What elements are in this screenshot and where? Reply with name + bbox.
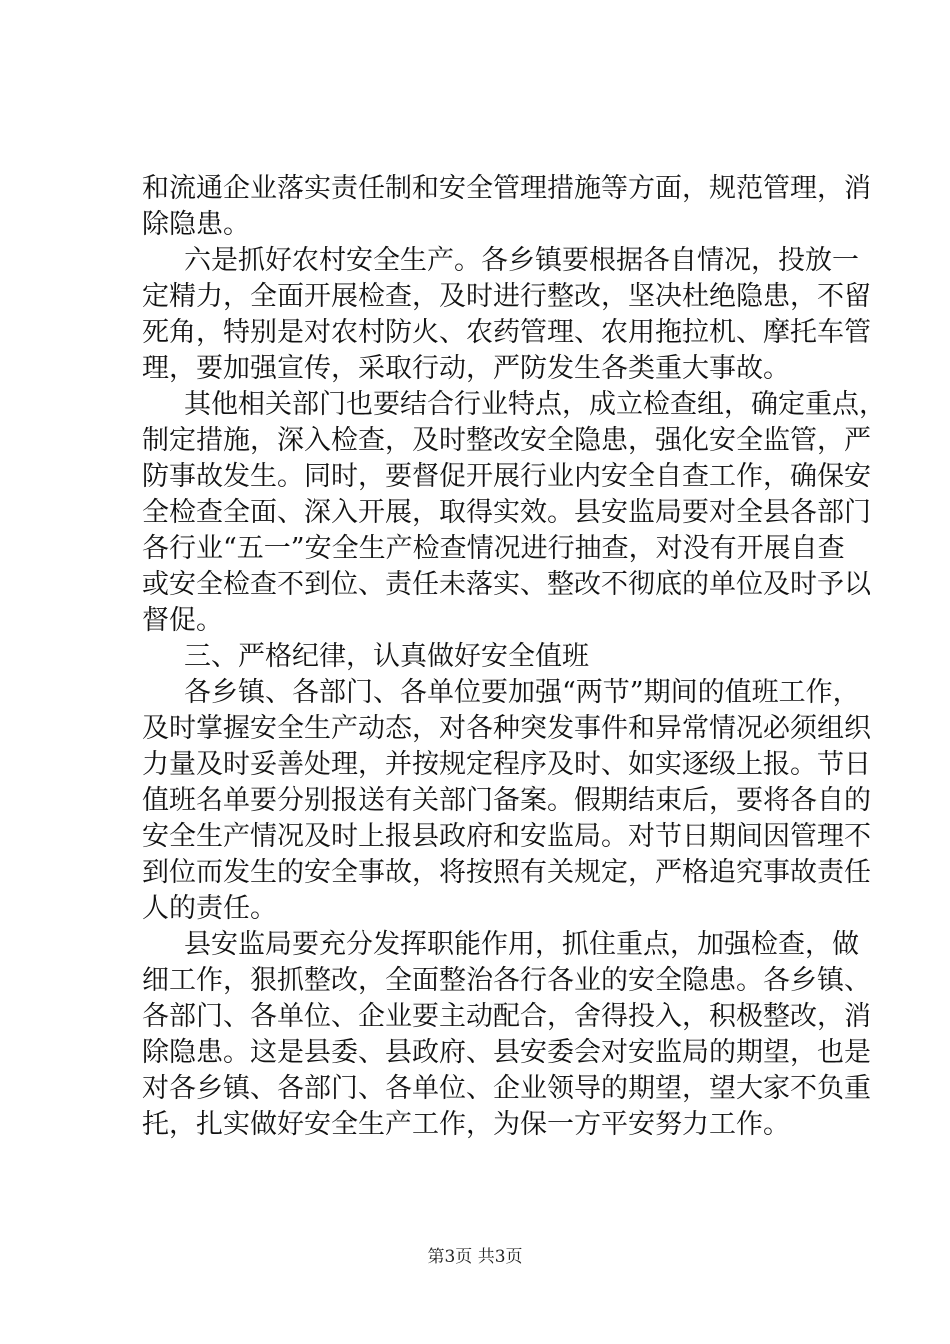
text-line: 到位而发生的安全事故，将按照有关规定，严格追究事故责任 bbox=[142, 857, 871, 888]
document-body bbox=[142, 171, 886, 1143]
text-line: 定精力，全面开展检查，及时进行整改，坚决杜绝隐患，不留 bbox=[142, 281, 871, 312]
text-line: 理，要加强宣传，采取行动，严防发生各类重大事故。 bbox=[142, 353, 790, 384]
section-heading bbox=[142, 639, 816, 675]
text-line: 死角，特别是对农村防火、农药管理、农用拖拉机、摩托车管 bbox=[142, 317, 871, 348]
text-line: 各行业“五一”安全生产检查情况进行抽查，对没有开展自查 bbox=[142, 533, 845, 564]
text-line: 人的责任。 bbox=[142, 893, 277, 924]
paragraph bbox=[142, 171, 871, 243]
text-line: 各乡镇、各部门、各单位要加强“两节”期间的值班工作， bbox=[184, 677, 860, 708]
text-line: 和流通企业落实责任制和安全管理措施等方面，规范管理，消 bbox=[142, 173, 871, 204]
text-line: 县安监局要充分发挥职能作用，抓住重点，加强检查，做 bbox=[184, 929, 859, 960]
text-line: 托，扎实做好安全生产工作，为保一方平安努力工作。 bbox=[142, 1109, 790, 1140]
text-line: 或安全检查不到位、责任未落实、整改不彻底的单位及时予以 bbox=[142, 569, 871, 600]
text-line: 六是抓好农村安全生产。各乡镇要根据各自情况，投放一 bbox=[184, 245, 859, 276]
text-line: 各部门、各单位、企业要主动配合，舍得投入，积极整改，消 bbox=[142, 1001, 871, 1032]
page-number-footer: 第3页 共3页 bbox=[427, 1247, 523, 1267]
text-line: 对各乡镇、各部门、各单位、企业领导的期望，望大家不负重 bbox=[142, 1073, 871, 1104]
paragraph bbox=[142, 243, 871, 387]
text-line: 制定措施，深入检查，及时整改安全隐患，强化安全监管，严 bbox=[142, 425, 871, 456]
text-line: 除隐患。这是县委、县政府、县安委会对安监局的期望，也是 bbox=[142, 1037, 871, 1068]
paragraph bbox=[142, 927, 871, 1143]
text-line: 督促。 bbox=[142, 605, 223, 636]
text-line: 力量及时妥善处理，并按规定程序及时、如实逐级上报。节日 bbox=[142, 749, 871, 780]
paragraph bbox=[142, 387, 886, 639]
text-line: 及时掌握安全生产动态，对各种突发事件和异常情况必须组织 bbox=[142, 713, 871, 744]
paragraph bbox=[142, 675, 871, 927]
text-line: 防事故发生。同时，要督促开展行业内安全自查工作，确保安 bbox=[142, 461, 871, 492]
text-line: 值班名单要分别报送有关部门备案。假期结束后，要将各自的 bbox=[142, 785, 871, 816]
text-line: 三、严格纪律，认真做好安全值班 bbox=[184, 641, 589, 672]
text-line: 安全生产情况及时上报县政府和安监局。对节日期间因管理不 bbox=[142, 821, 871, 852]
text-line: 除隐患。 bbox=[142, 209, 250, 240]
text-line: 全检查全面、深入开展，取得实效。县安监局要对全县各部门 bbox=[142, 497, 871, 528]
text-line: 其他相关部门也要结合行业特点，成立检查组，确定重点， bbox=[184, 389, 886, 420]
text-line: 细工作，狠抓整改，全面整治各行各业的安全隐患。各乡镇、 bbox=[142, 965, 871, 996]
